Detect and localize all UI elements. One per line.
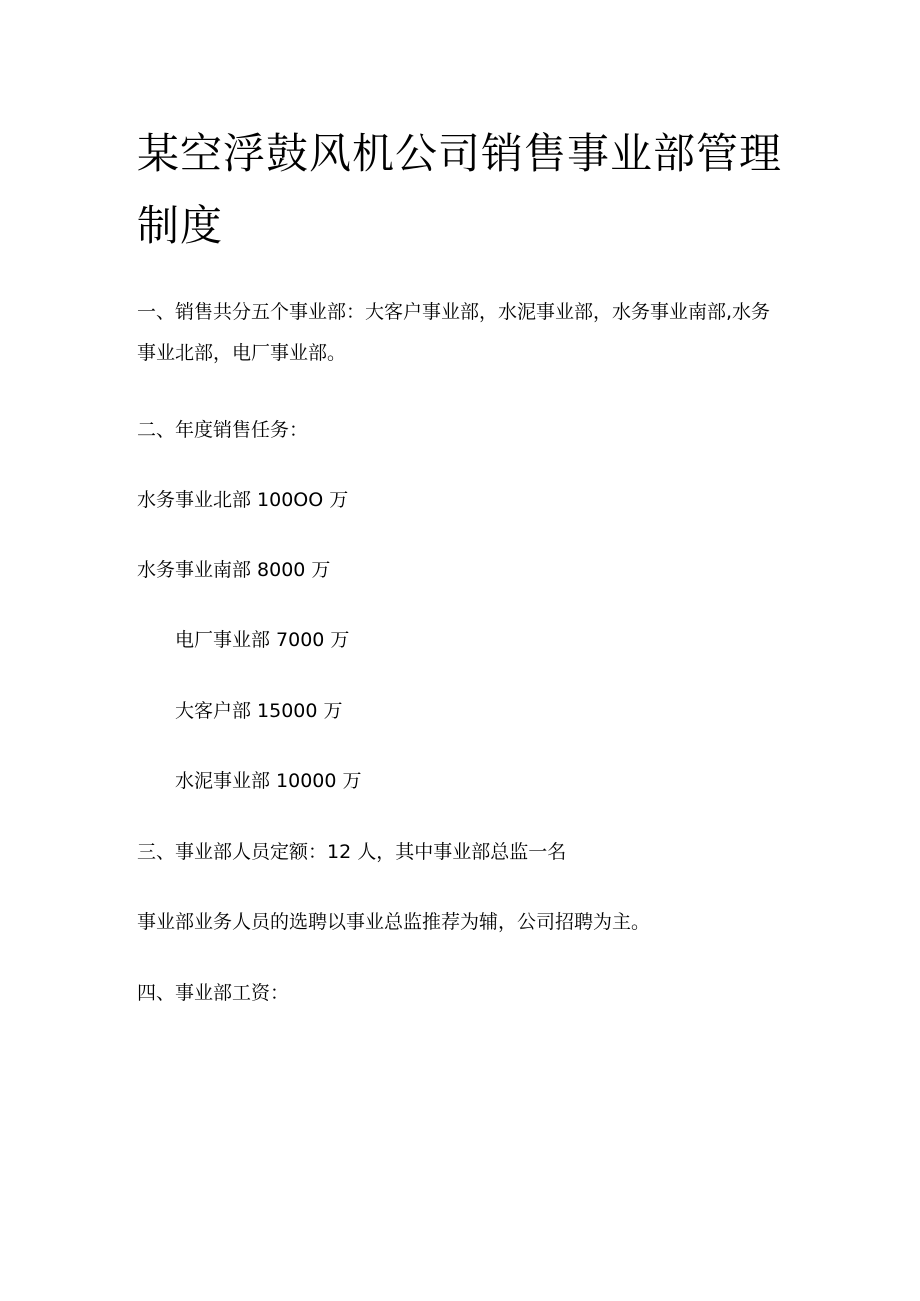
sales-target-power-plant: 电厂事业部 7000 万 [175,629,350,651]
sales-target-water-north: 水务事业北部 100OO 万 [137,489,349,511]
document-title: 某空浮鼓风机公司销售事业部管理制度 [137,129,783,250]
paragraph-sales-target-heading: 二、年度销售任务： [137,419,309,441]
sales-target-cement: 水泥事业部 10000 万 [175,770,362,792]
sales-target-water-south: 水务事业南部 8000 万 [137,559,331,581]
paragraph-salary-heading: 四、事业部工资： [137,982,290,1004]
paragraph-staffing-quota: 三、事业部人员定额：12 人，其中事业部总监一名 [137,841,567,863]
paragraph-recruitment: 事业部业务人员的选聘以事业总监推荐为辅，公司招聘为主。 [137,911,651,933]
sales-target-key-account: 大客户部 15000 万 [175,700,343,722]
paragraph-divisions: 一、销售共分五个事业部：大客户事业部，水泥事业部，水务事业南部,水务事业北部，电厂事业部。 [137,301,771,364]
